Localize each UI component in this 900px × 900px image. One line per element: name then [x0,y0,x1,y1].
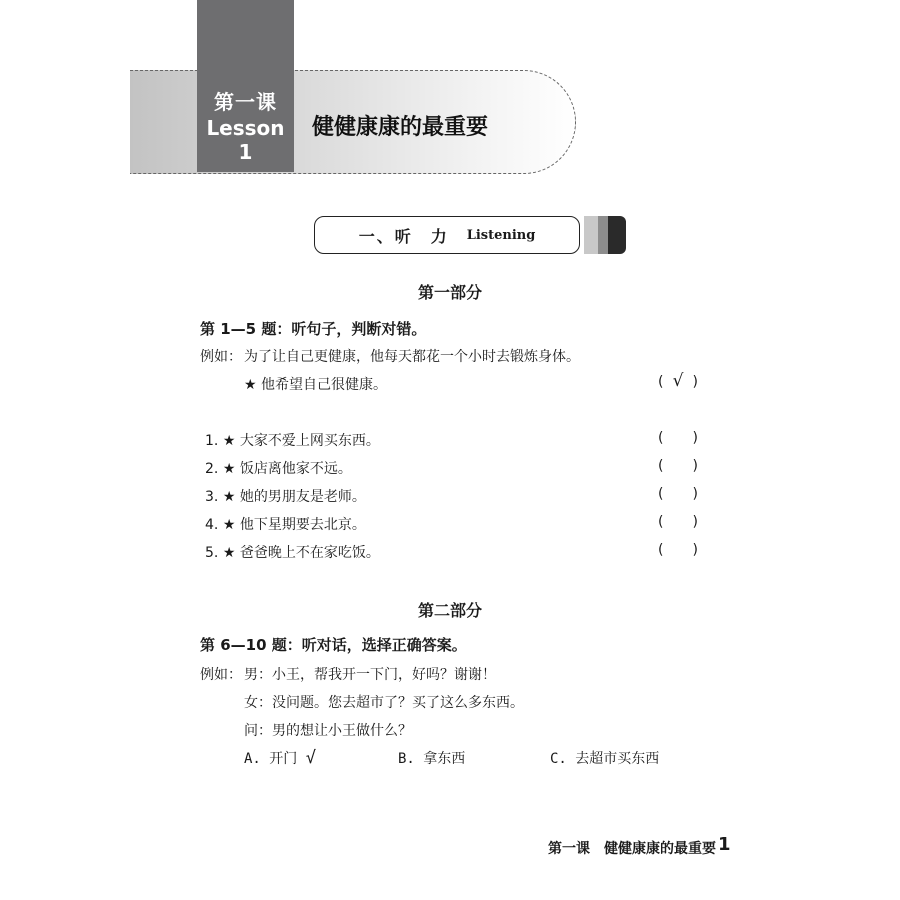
check-mark-icon: √ [305,748,316,768]
item-text: ★ 他下星期要去北京。 [222,517,366,533]
part2-heading: 第二部分 [417,601,482,620]
page-footer-title: 第一课 健健康康的最重要 [548,841,716,857]
list-item [205,430,380,450]
part1-instruction: 第 1—5 题：听句子，判断对错。 [200,320,427,338]
part2-example-label: 例如： [200,667,242,683]
part2-line-woman: 女：没问题。您去超市了？买了这么多东西。 [244,695,524,711]
option-b[interactable] [398,748,465,768]
part1-example-answer-box: ( √ ) [658,371,698,391]
list-item [205,486,366,506]
answer-blank[interactable]: ( ) [658,430,698,446]
section-title-en: Listening [466,227,536,243]
option-text: B. 拿东西 [398,751,466,767]
section-title-cn: 一、听 力 [358,226,449,246]
option-text: A. 开门 [244,751,298,767]
item-number: 5. [205,545,219,561]
list-item [205,542,380,562]
section-banner-strip [584,216,598,254]
part1-example-sentence: 为了让自己更健康，他每天都花一个小时去锻炼身体。 [244,349,580,365]
item-text: ★ 爸爸晚上不在家吃饭。 [222,545,380,561]
item-number: 3. [205,489,219,505]
answer-blank[interactable]: ( ) [658,486,698,502]
check-mark-icon: √ [672,371,684,391]
answer-blank[interactable]: ( ) [658,514,698,530]
part1-heading: 第一部分 [417,283,482,302]
item-text: ★ 她的男朋友是老师。 [222,489,366,505]
section-banner-strip [606,216,626,254]
part2-line-question: 问：男的想让小王做什么？ [244,723,412,739]
list-item [205,458,352,478]
lesson-label-en: Lesson 1 [206,116,285,164]
answer-blank[interactable]: ( ) [658,542,698,558]
option-a[interactable] [244,748,316,768]
option-c[interactable] [550,748,659,768]
part1-example-statement: ★ 他希望自己很健康。 [244,377,388,393]
item-text: ★ 大家不爱上网买东西。 [222,433,380,449]
lesson-label-cn: 第一课 [214,90,277,114]
item-number: 2. [205,461,219,477]
part1-example-label: 例如： [200,349,242,365]
part2-line-man: 男：小王，帮我开一下门，好吗？谢谢！ [244,667,496,683]
answer-blank[interactable]: ( ) [658,458,698,474]
part2-instruction: 第 6—10 题：听对话，选择正确答案。 [200,636,467,654]
item-number: 1. [205,433,219,449]
item-number: 4. [205,517,219,533]
page-number: 1 [718,834,731,855]
option-text: C. 去超市买东西 [550,751,660,767]
list-item [205,514,366,534]
section-banner [314,216,580,254]
item-text: ★ 饭店离他家不远。 [222,461,352,477]
lesson-title: 健健康康的最重要 [312,115,489,140]
